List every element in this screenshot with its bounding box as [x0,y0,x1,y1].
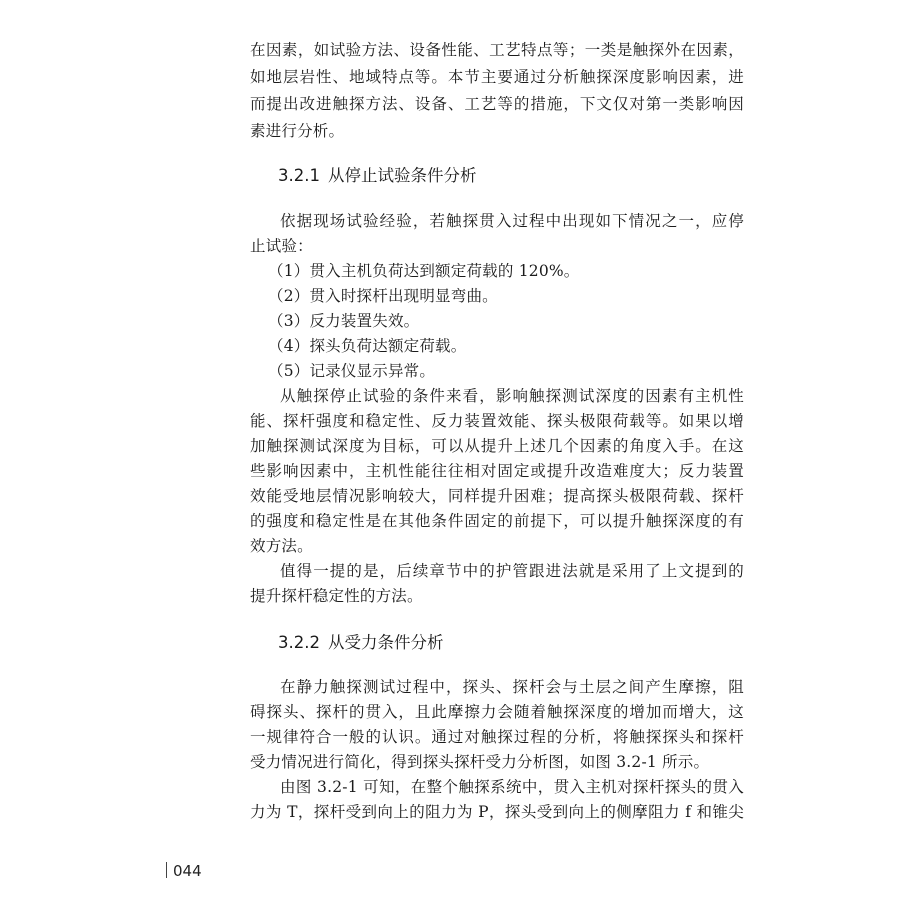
text-line: 能、探杆强度和稳定性、反力装置效能、探头极限荷载等。如果以增 [250,412,744,430]
text-line: 效方法。 [250,537,313,555]
page-number: 044 [173,862,202,880]
text-line: 如地层岩性、地域特点等。本节主要通过分析触探深度影响因素，进 [250,68,744,86]
text-line: 而提出改进触探方法、设备、工艺等的措施，下文仅对第一类影响因 [250,95,744,113]
text-line: 效能受地层情况影响较大，同样提升困难；提高探头极限荷载、探杆 [250,487,744,505]
text-line: 止试验： [250,237,313,255]
section-number: 3.2.2 [278,633,320,652]
list-item: （1）贯入主机负荷达到额定荷载的 120%。 [268,262,580,280]
list-item: （3）反力装置失效。 [268,312,420,330]
text-line: 一规律符合一般的认识。通过对触探过程的分析，将触探探头和探杆 [250,728,744,746]
text-line: 力为 T，探杆受到向上的阻力为 P，探头受到向上的侧摩阻力 f 和锥尖 [250,803,744,821]
page-footer [166,862,202,880]
list-item: （2）贯入时探杆出现明显弯曲。 [268,287,498,305]
text-line: 从触探停止试验的条件来看，影响触探测试深度的因素有主机性 [280,387,744,405]
text-line: 受力情况进行简化，得到探头探杆受力分析图，如图 3.2-1 所示。 [250,753,710,771]
text-line: 在因素，如试验方法、设备性能、工艺特点等；一类是触探外在因素， [250,41,744,59]
list-item: （4）探头负荷达额定荷载。 [268,337,467,355]
list-item: （5）记录仪显示异常。 [268,362,436,380]
text-line: 些影响因素中，主机性能往往相对固定或提升改造难度大；反力装置 [250,462,744,480]
text-line: 素进行分析。 [250,122,345,140]
text-line: 由图 3.2-1 可知，在整个触探系统中，贯入主机对探杆探头的贯入 [280,778,744,796]
text-line: 提升探杆稳定性的方法。 [250,587,423,605]
text-line: 在静力触探测试过程中，探头、探杆会与土层之间产生摩擦，阻 [280,678,744,696]
text-line: 碍探头、探杆的贯入，且此摩擦力会随着触探深度的增加而增大，这 [250,703,744,721]
text-line: 值得一提的是，后续章节中的护管跟进法就是采用了上文提到的 [280,562,744,580]
section-title: 从停止试验条件分析 [328,166,477,185]
section-title: 从受力条件分析 [328,633,444,652]
text-line: 的强度和稳定性是在其他条件固定的前提下，可以提升触探深度的有 [250,512,744,530]
section-number: 3.2.1 [278,166,320,185]
footer-divider [166,862,167,878]
text-line: 加触探测试深度为目标，可以从提升上述几个因素的角度入手。在这 [250,437,744,455]
text-line: 依据现场试验经验，若触探贯入过程中出现如下情况之一，应停 [280,212,744,230]
section-heading-3-2-2 [278,632,444,654]
section-heading-3-2-1 [278,165,477,187]
